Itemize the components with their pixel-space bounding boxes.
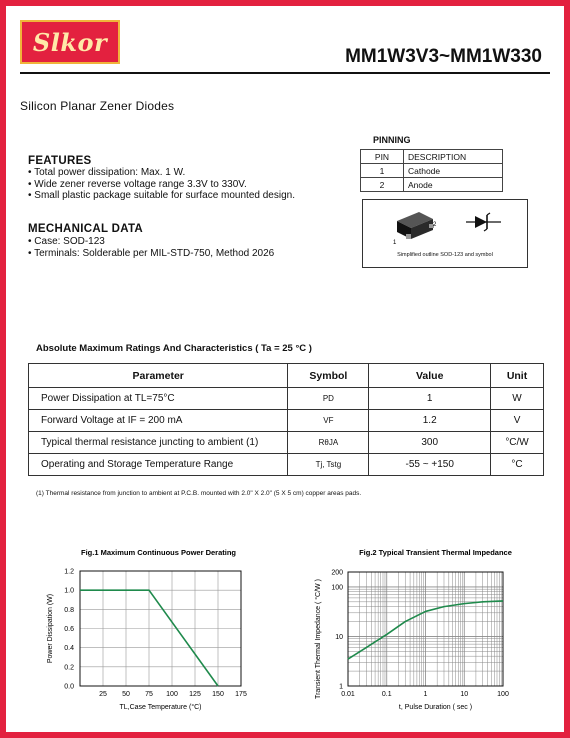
outline-caption: Simplified outline SOD-123 and symbol [397,252,493,258]
fig1-power-derating-chart [47,548,247,711]
value-cell: 1.2 [369,410,491,432]
parameter-col-header: Parameter [29,364,288,388]
x-tick-label: 150 [212,691,224,698]
figures-layer [6,6,564,732]
mechanical-heading: MECHANICAL DATA [28,223,144,235]
symbol-cell: Tj, Tstg [288,454,369,476]
mechanical-line: • Case: SOD-123 [28,236,105,247]
y-tick-label: 100 [331,584,343,592]
symbol-cell: VF [288,410,369,432]
parameter-cell: Power Dissipation at TL=75°C [29,388,288,410]
value-cell: 300 [369,432,491,454]
pin-number: 2 [361,178,404,192]
x-tick-label: 175 [235,691,247,698]
y-tick-label: 0.8 [64,606,74,614]
features-line: • Wide zener reverse voltage range 3.3V to 330V. [28,178,247,190]
unit-cell: W [491,388,544,410]
value-col-header: Value [369,364,491,388]
value-cell: -55 ~ +150 [369,454,491,476]
ratings-footnote: (1) Thermal resistance from junction to ambient at P.C.B. mounted with 2.0" X 2.0" (5 X 5 cm) copper areas pads. [36,490,362,497]
part-number-title: MM1W3V3~MM1W330 [345,46,542,67]
x-tick-label: 25 [99,691,107,698]
unit-col-header: Unit [491,364,544,388]
features-heading: FEATURES [28,155,92,167]
logo-text: Slkor [32,27,108,57]
product-subtitle: Silicon Planar Zener Diodes [20,99,175,113]
features-line: • Small plastic package suitable for surface mounted design. [28,190,295,201]
x-tick-label: 100 [166,691,178,698]
y-axis-label: Power Dissipation (W) [47,593,54,664]
y-tick-label: 1.0 [64,587,74,595]
x-tick-label: 10 [460,691,469,698]
pin-description: Cathode [404,164,503,178]
y-tick-label: 0.0 [64,683,74,691]
symbol-cell: RθJA [288,432,369,454]
fig2-thermal-impedance-chart [314,548,512,711]
y-tick-label: 1.2 [64,568,74,576]
unit-cell: °C [491,454,544,476]
x-tick-label: 75 [145,691,153,698]
x-axis-label: t, Pulse Duration ( sec ) [398,704,473,711]
parameter-cell: Typical thermal resistance juncting to ambient (1) [29,432,288,454]
y-tick-label: 0.6 [64,626,74,633]
ratings-title: Absolute Maximum Ratings And Characteristics ( Ta = 25 °C ) [36,343,312,354]
desc-col-header: DESCRIPTION [404,150,503,164]
y-axis-label: Transient Thermal Impedance ( °C/W ) [315,579,322,699]
symbol-cell: PD [288,388,369,410]
x-tick-label: 100 [497,691,509,698]
x-axis-label: TL,Case Temperature (°C) [119,704,202,711]
value-cell: 1 [369,388,491,410]
pin-number: 1 [361,164,404,178]
pinning-heading: PINNING [373,135,411,145]
x-tick-label: 1 [423,691,428,698]
y-tick-label: 1 [339,683,343,691]
pin2-label: 2 [433,222,437,228]
mechanical-line: • Terminals: Solderable per MIL-STD-750, Method 2026 [28,247,275,259]
pin-description: Anode [404,178,503,192]
features-line: • Total power dissipation: Max. 1 W. [28,167,186,178]
parameter-cell: Forward Voltage at IF = 200 mA [29,410,288,432]
x-tick-label: 50 [122,691,130,698]
y-tick-label: 10 [335,633,343,641]
chart-title: Fig.1 Maximum Continuous Power Derating [80,548,237,557]
y-tick-label: 200 [331,569,343,577]
chart-title: Fig.2 Typical Transient Thermal Impedance [359,548,512,557]
y-tick-label: 0.4 [64,645,74,653]
pin-col-header: PIN [361,150,404,164]
x-tick-label: 125 [189,691,201,698]
y-tick-label: 0.2 [64,664,74,672]
x-tick-label: 0.1 [381,691,392,698]
symbol-col-header: Symbol [288,364,369,388]
parameter-cell: Operating and Storage Temperature Range [29,454,288,476]
unit-cell: V [491,410,544,432]
pin1-label: 1 [393,240,397,246]
unit-cell: °C/W [491,432,544,454]
x-tick-label: 0.01 [341,691,355,698]
